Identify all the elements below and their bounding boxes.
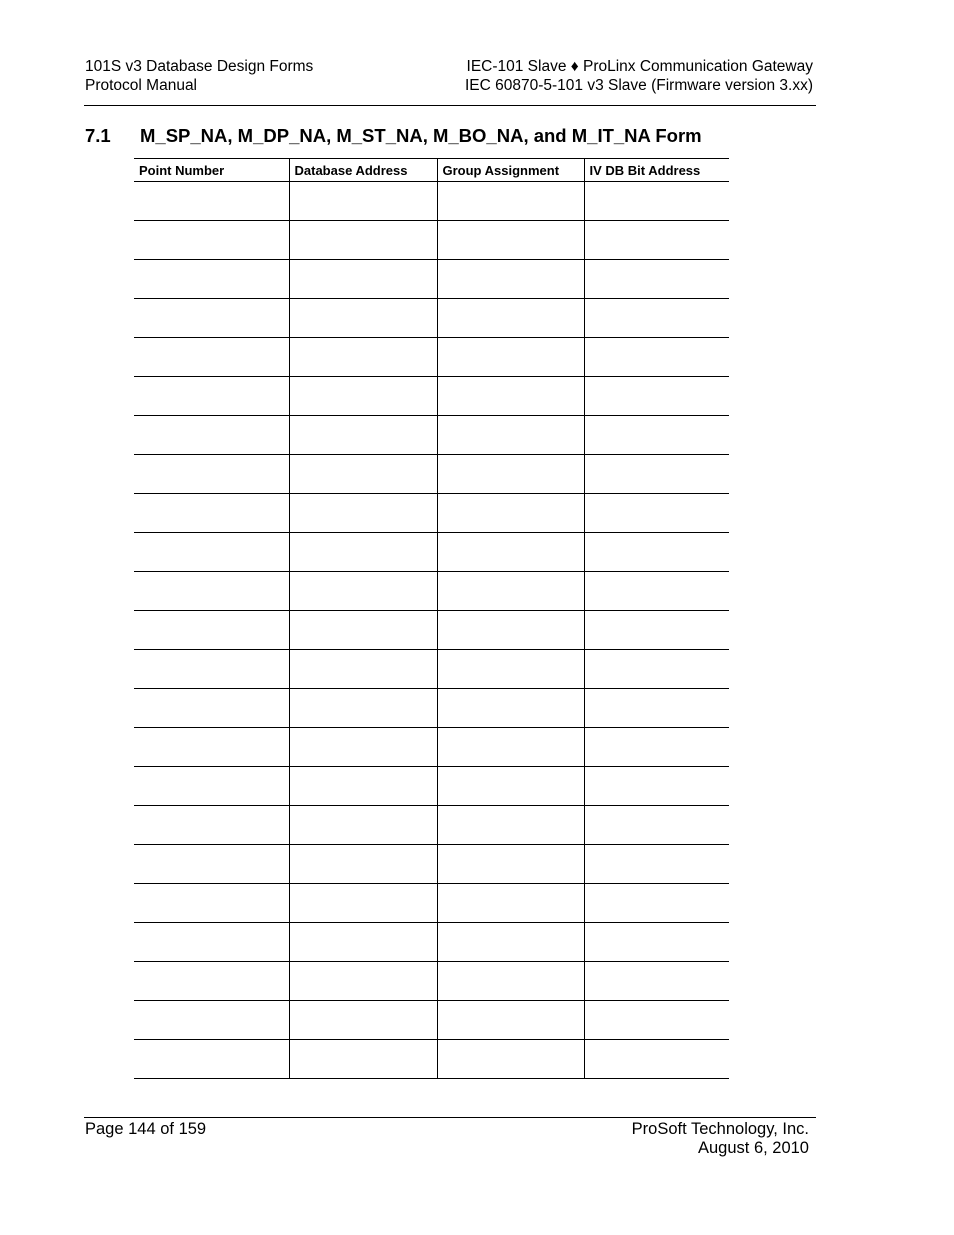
table-cell [437,572,584,611]
table-cell [134,884,289,923]
table-header-row [134,159,729,182]
table-cell [437,611,584,650]
column-header-database-address: Database Address [289,159,437,182]
table-cell [584,221,729,260]
table-row [134,533,729,572]
table-row [134,923,729,962]
table-cell [134,299,289,338]
footer-date: August 6, 2010 [697,1139,809,1157]
table-cell [134,611,289,650]
table-cell [437,455,584,494]
column-header-point-number: Point Number [134,159,289,182]
table-row [134,299,729,338]
table-cell [134,806,289,845]
table-cell [437,377,584,416]
table-row [134,416,729,455]
table-cell [289,689,437,728]
table-cell [134,845,289,884]
table-cell [134,572,289,611]
header-divider [84,105,816,106]
table-row [134,1040,729,1079]
table-cell [289,338,437,377]
table-row [134,221,729,260]
table-cell [584,182,729,221]
section-number: 7.1 [85,125,111,146]
design-form-table [134,158,729,1079]
table-cell [584,728,729,767]
table-cell [289,572,437,611]
table-cell [584,767,729,806]
table-cell [289,455,437,494]
table-cell [437,923,584,962]
table-cell [437,221,584,260]
table-cell [289,377,437,416]
table-cell [289,1001,437,1040]
table-cell [437,416,584,455]
table-cell [134,377,289,416]
table-cell [437,533,584,572]
table-cell [134,689,289,728]
table-row [134,260,729,299]
table-cell [437,338,584,377]
table-row [134,962,729,1001]
table-cell [289,962,437,1001]
table-cell [289,806,437,845]
table-row [134,338,729,377]
table-cell [437,299,584,338]
table-cell [584,923,729,962]
table-row [134,572,729,611]
table-cell [289,923,437,962]
table-cell [134,1040,289,1079]
table-cell [584,650,729,689]
footer-right [632,1120,809,1158]
table-cell [289,299,437,338]
table-cell [289,182,437,221]
header-product: IEC-101 Slave ♦ ProLinx Communication Gateway [466,58,813,75]
table-cell [584,299,729,338]
table-cell [584,611,729,650]
header-protocol: IEC 60870-5-101 v3 Slave (Firmware version 3.xx) [464,77,813,94]
table-cell [584,962,729,1001]
table-cell [134,923,289,962]
header-doc-title: 101S v3 Database Design Forms [85,58,314,75]
table-cell [289,260,437,299]
table-cell [584,377,729,416]
table-row [134,494,729,533]
table-cell [134,260,289,299]
table-cell [437,845,584,884]
table-cell [134,650,289,689]
header-right [465,57,813,95]
table-cell [134,338,289,377]
header-doc-subtitle: Protocol Manual [85,77,198,94]
table-cell [584,572,729,611]
table-row [134,728,729,767]
header-left [85,57,313,95]
table-cell [289,884,437,923]
table-cell [289,221,437,260]
table-cell [289,650,437,689]
table-row [134,1001,729,1040]
table-cell [584,689,729,728]
table-row [134,611,729,650]
footer-page-number: Page 144 of 159 [85,1120,207,1138]
table-cell [437,650,584,689]
table-cell [134,416,289,455]
table-cell [289,611,437,650]
table-cell [289,1040,437,1079]
table-row [134,377,729,416]
table-cell [289,845,437,884]
table-cell [584,884,729,923]
table-cell [584,416,729,455]
table-cell [289,494,437,533]
table-cell [437,260,584,299]
table-cell [437,884,584,923]
table-cell [437,767,584,806]
table-cell [134,494,289,533]
table-cell [437,728,584,767]
section-title: M_SP_NA, M_DP_NA, M_ST_NA, M_BO_NA, and M_IT_NA Form [140,125,702,146]
table-cell [584,260,729,299]
table-row [134,845,729,884]
table-cell [437,182,584,221]
table-cell [437,494,584,533]
column-header-iv-db-bit-address: IV DB Bit Address [584,159,729,182]
table-cell [584,1001,729,1040]
table-row [134,455,729,494]
table-cell [134,1001,289,1040]
table-cell [437,1040,584,1079]
footer-company: ProSoft Technology, Inc. [631,1120,809,1138]
table-cell [584,338,729,377]
table-cell [437,806,584,845]
table-cell [584,806,729,845]
table-cell [584,455,729,494]
table-row [134,182,729,221]
table-cell [134,533,289,572]
table-cell [289,728,437,767]
table-cell [289,416,437,455]
table-cell [134,767,289,806]
table-cell [584,1040,729,1079]
table-cell [437,689,584,728]
table-cell [289,533,437,572]
table-cell [134,728,289,767]
table-row [134,767,729,806]
table-row [134,689,729,728]
column-header-group-assignment: Group Assignment [437,159,584,182]
table-cell [584,533,729,572]
table-cell [584,845,729,884]
table-row [134,806,729,845]
table-row [134,884,729,923]
table-body [134,182,729,1079]
table-cell [134,221,289,260]
table-cell [437,1001,584,1040]
table-cell [584,494,729,533]
table-row [134,650,729,689]
footer-divider [84,1117,816,1118]
table-cell [289,767,437,806]
table-cell [134,962,289,1001]
table-cell [134,182,289,221]
table-cell [437,962,584,1001]
table-cell [134,455,289,494]
